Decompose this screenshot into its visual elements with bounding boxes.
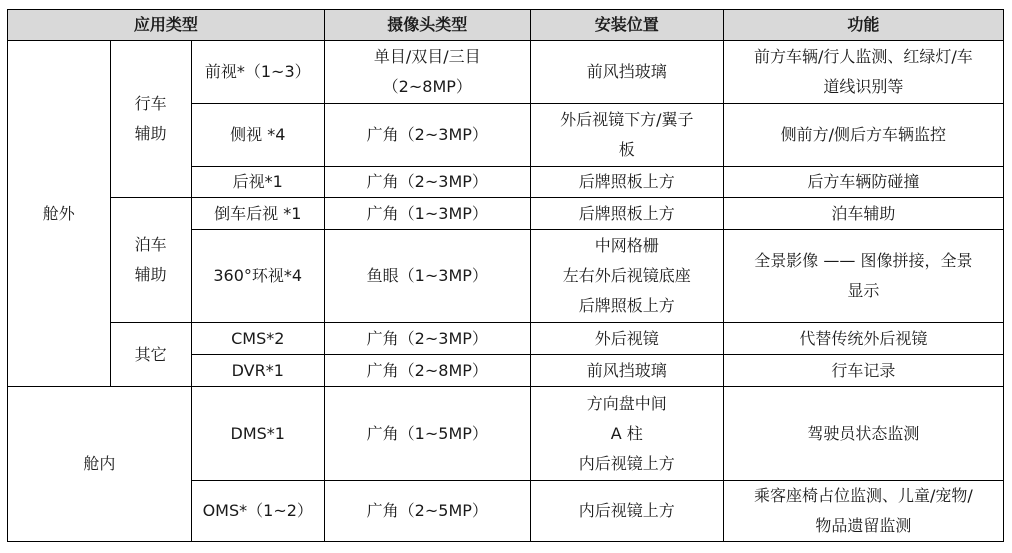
function-cell [723, 387, 1003, 481]
group-exterior: 舱外 [8, 41, 111, 387]
position-line: 中网格栅 [594, 236, 659, 255]
view-cell: 后视*1 [191, 167, 324, 198]
view-cell: 倒车后视 *1 [191, 198, 324, 230]
position-line: 板 [618, 140, 635, 159]
header-app-type: 应用类型 [8, 10, 325, 41]
camera-line: 广角（2~8MP） [366, 360, 488, 380]
position-line: 外后视镜下方/翼子 [560, 110, 694, 129]
function-cell [723, 104, 1003, 167]
function-line: 显示 [847, 281, 880, 300]
position-cell [530, 41, 723, 104]
position-line: 左右外后视镜底座 [562, 266, 691, 285]
view-cell: CMS*2 [191, 323, 324, 355]
group-label-line: 辅助 [134, 265, 167, 284]
header-camera-type: 摄像头类型 [324, 10, 530, 41]
position-line: 后牌照板上方 [578, 172, 675, 191]
position-cell [530, 355, 723, 387]
camera-cell [324, 230, 530, 323]
group-park-assist [110, 198, 191, 323]
header-function: 功能 [723, 10, 1003, 41]
function-line: 全景影像 —— 图像拼接，全景 [754, 251, 973, 270]
header-install-position: 安装位置 [530, 10, 723, 41]
table-row [8, 323, 1004, 355]
camera-cell [324, 198, 530, 230]
group-label-line: 辅助 [134, 124, 167, 143]
camera-line: 广角（2~3MP） [366, 328, 488, 348]
position-cell [530, 481, 723, 542]
camera-cell [324, 323, 530, 355]
function-line: 代替传统外后视镜 [799, 328, 928, 348]
function-line: 道线识别等 [823, 77, 904, 96]
position-line: 内后视镜上方 [578, 453, 675, 473]
position-line: A 柱 [610, 423, 643, 443]
header-row [8, 10, 1004, 41]
camera-spec-table-wrapper [7, 9, 1004, 542]
function-line: 乘客座椅占位监测、儿童/宠物/ [753, 486, 973, 505]
position-line: 方向盘中间 [586, 393, 667, 413]
camera-line: （2~8MP） [382, 77, 472, 96]
view-cell: 360°环视*4 [191, 230, 324, 323]
function-line: 侧前方/侧后方车辆监控 [780, 125, 947, 144]
table-row [8, 387, 1004, 481]
camera-cell [324, 167, 530, 198]
camera-line: 广角（2~3MP） [366, 172, 488, 191]
position-line: 内后视镜上方 [578, 501, 675, 520]
view-cell: 侧视 *4 [191, 104, 324, 167]
camera-cell [324, 481, 530, 542]
group-label-line: 行车 [134, 94, 167, 113]
function-cell [723, 198, 1003, 230]
function-cell [723, 41, 1003, 104]
position-cell [530, 230, 723, 323]
function-cell [723, 167, 1003, 198]
group-other: 其它 [110, 323, 191, 387]
camera-line: 单目/双目/三目 [373, 47, 481, 66]
table-row [8, 198, 1004, 230]
view-cell: DMS*1 [191, 387, 324, 481]
table-row [8, 41, 1004, 104]
camera-cell [324, 104, 530, 167]
view-cell: DVR*1 [191, 355, 324, 387]
function-cell [723, 355, 1003, 387]
view-cell: OMS*（1~2） [191, 481, 324, 542]
camera-line: 鱼眼（1~3MP） [366, 266, 488, 285]
camera-spec-table [7, 9, 1004, 542]
function-line: 泊车辅助 [831, 203, 896, 223]
position-cell [530, 104, 723, 167]
position-line: 前风挡玻璃 [586, 62, 667, 81]
position-cell [530, 323, 723, 355]
group-interior: 舱内 [8, 387, 192, 542]
group-drive-assist [110, 41, 191, 198]
position-line: 后牌照板上方 [578, 203, 675, 223]
function-line: 后方车辆防碰撞 [807, 172, 920, 191]
function-line: 驾驶员状态监测 [807, 423, 920, 443]
camera-line: 广角（1~3MP） [366, 203, 488, 223]
camera-cell [324, 355, 530, 387]
position-cell [530, 387, 723, 481]
position-cell [530, 198, 723, 230]
position-line: 外后视镜 [594, 328, 659, 348]
function-cell [723, 323, 1003, 355]
camera-cell [324, 41, 530, 104]
camera-cell [324, 387, 530, 481]
position-cell [530, 167, 723, 198]
function-line: 物品遗留监测 [815, 516, 912, 535]
view-cell: 前视*（1~3） [191, 41, 324, 104]
camera-line: 广角（2~5MP） [366, 501, 488, 520]
function-line: 前方车辆/行人监测、红绿灯/车 [753, 47, 973, 66]
function-cell [723, 230, 1003, 323]
camera-line: 广角（2~3MP） [366, 125, 488, 144]
position-line: 后牌照板上方 [578, 296, 675, 315]
function-line: 行车记录 [831, 360, 896, 380]
camera-line: 广角（1~5MP） [366, 423, 488, 443]
position-line: 前风挡玻璃 [586, 360, 667, 380]
function-cell [723, 481, 1003, 542]
group-label-line: 泊车 [134, 235, 167, 254]
